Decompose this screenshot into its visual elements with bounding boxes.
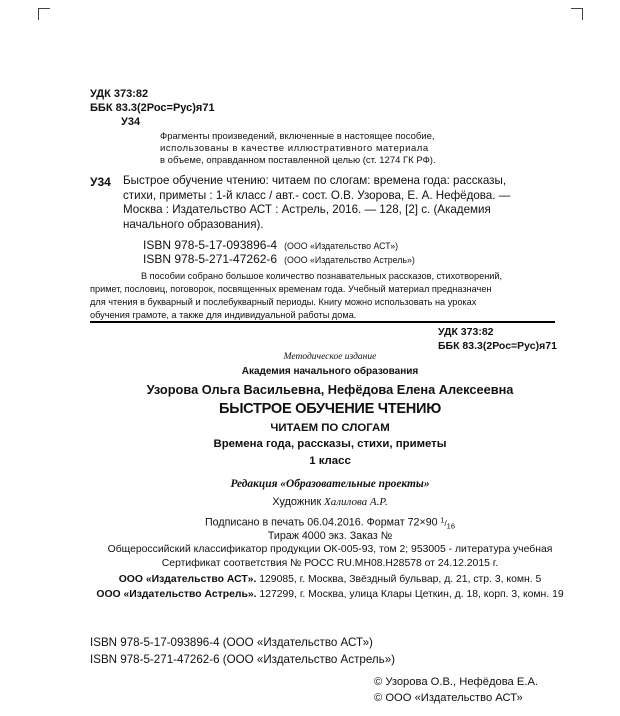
author-mark: У34 bbox=[121, 116, 141, 128]
separator-rule bbox=[90, 321, 555, 323]
publisher-ast-line bbox=[80, 574, 580, 585]
publisher-ast-address: 129085, г. Москва, Звёздный бульвар, д. 21, стр. 3, комн. 5 bbox=[256, 574, 542, 585]
corner-mark-top-right-v bbox=[582, 8, 583, 20]
corner-mark-top-left-h bbox=[38, 8, 50, 9]
artist-name: Халилова А.Р. bbox=[324, 496, 388, 508]
entry-author-mark: У34 bbox=[90, 175, 111, 189]
authors-line: Узорова Ольга Васильевна, Нефёдова Елена Алексеевна bbox=[146, 382, 514, 397]
format-numerator: 1 bbox=[440, 515, 445, 524]
classifier-line: Общероссийский классификатор продукции ОК-005-93, том 2; 953005 - литература учебная bbox=[107, 544, 553, 555]
isbn-bottom-1: ISBN 978-5-17-093896-4 (ООО «Издательство АСТ») bbox=[90, 636, 373, 649]
copyright-authors: © Узорова О.В., Нефёдова Е.А. bbox=[374, 676, 539, 688]
notice-line: Фрагменты произведений, включенные в настоящее пособие, bbox=[160, 131, 435, 142]
series-name: Академия начального образования bbox=[241, 366, 419, 377]
bbk-code-right: ББК 83.3(2Рос=Рус)я71 bbox=[438, 340, 557, 352]
editorial-office: Редакция «Образовательные проекты» bbox=[230, 478, 430, 490]
edition-type: Методическое издание bbox=[283, 352, 377, 362]
signed-line bbox=[140, 515, 520, 530]
isbn-number: ISBN 978-5-271-47262-6 bbox=[143, 252, 278, 266]
signed-text: Подписано в печать 06.04.2016. Формат 72×90 bbox=[204, 516, 438, 529]
udk-code-right: УДК 373:82 bbox=[438, 326, 494, 338]
annotation-line: В пособии собрано большое количество познавательных рассказов, стихотворений, bbox=[141, 271, 503, 281]
print-run: Тираж 4000 экз. Заказ № bbox=[267, 530, 393, 542]
isbn-publisher: (ООО «Издательство Астрель») bbox=[284, 255, 415, 265]
udk-code: УДК 373:82 bbox=[90, 88, 149, 100]
certificate-line: Сертификат соответствия № РОСС RU.МН08.Н28578 от 24.12.2015 г. bbox=[161, 558, 499, 569]
book-subtitle-2: Времена года, рассказы, стихи, приметы bbox=[213, 438, 447, 450]
bibliographic-entry bbox=[123, 174, 563, 232]
isbn-publisher: (ООО «Издательство АСТ») bbox=[284, 241, 399, 251]
grade-label: 1 класс bbox=[309, 455, 351, 467]
artist-line bbox=[200, 496, 460, 508]
entry-line: Москва : Издательство АСТ : Астрель, 2016. — 128, [2] с. (Академия bbox=[123, 203, 491, 217]
book-subtitle: ЧИТАЕМ ПО СЛОГАМ bbox=[270, 422, 390, 434]
artist-label: Художник bbox=[272, 496, 322, 508]
publisher-astrel-name: ООО «Издательство Астрель». bbox=[96, 589, 257, 600]
entry-line: начального образования). bbox=[123, 217, 264, 231]
isbn-number: ISBN 978-5-17-093896-4 bbox=[143, 238, 278, 252]
notice-line: использованы в качестве иллюстративного материала bbox=[160, 143, 429, 155]
isbn-bottom-2: ISBN 978-5-271-47262-6 (ООО «Издательство Астрель») bbox=[90, 653, 396, 666]
corner-mark-top-left-v bbox=[38, 8, 39, 20]
bbk-code: ББК 83.3(2Рос=Рус)я71 bbox=[90, 102, 215, 114]
notice-line: в объеме, оправданном поставленной целью (ст. 1274 ГК РФ). bbox=[160, 155, 436, 167]
entry-line: стихи, приметы : 1-й класс / авт.- сост. О.В. Узорова, Е. А. Нефёдова. — bbox=[123, 188, 511, 202]
format-fraction: $^1/_{16}$ bbox=[440, 515, 456, 531]
format-denominator: 16 bbox=[446, 521, 456, 531]
copyright-notice bbox=[160, 131, 550, 168]
annotation-line: обучения грамоте, а также для индивидуальной работы дома. bbox=[90, 310, 357, 321]
book-title: БЫСТРОЕ ОБУЧЕНИЕ ЧТЕНИЮ bbox=[219, 401, 441, 417]
isbn-top-2 bbox=[143, 250, 415, 268]
annotation-line: примет, пословиц, поговорок, посвященных временам года. Учебный материал предназначен bbox=[90, 284, 492, 295]
annotation-line: для чтения в букварный и послебукварный периоды. Книгу можно использовать на уроках bbox=[90, 297, 477, 308]
publisher-ast-name: ООО «Издательство АСТ». bbox=[118, 574, 257, 585]
entry-line: Быстрое обучение чтению: читаем по слогам: времена года: рассказы, bbox=[123, 174, 507, 187]
copyright-publisher: © ООО «Издательство АСТ» bbox=[374, 692, 523, 704]
publisher-astrel-address: 127299, г. Москва, улица Клары Цеткин, д. 18, корп. 3, комн. 19 bbox=[256, 589, 564, 600]
annotation bbox=[90, 270, 560, 322]
publisher-astrel-line bbox=[80, 589, 580, 600]
